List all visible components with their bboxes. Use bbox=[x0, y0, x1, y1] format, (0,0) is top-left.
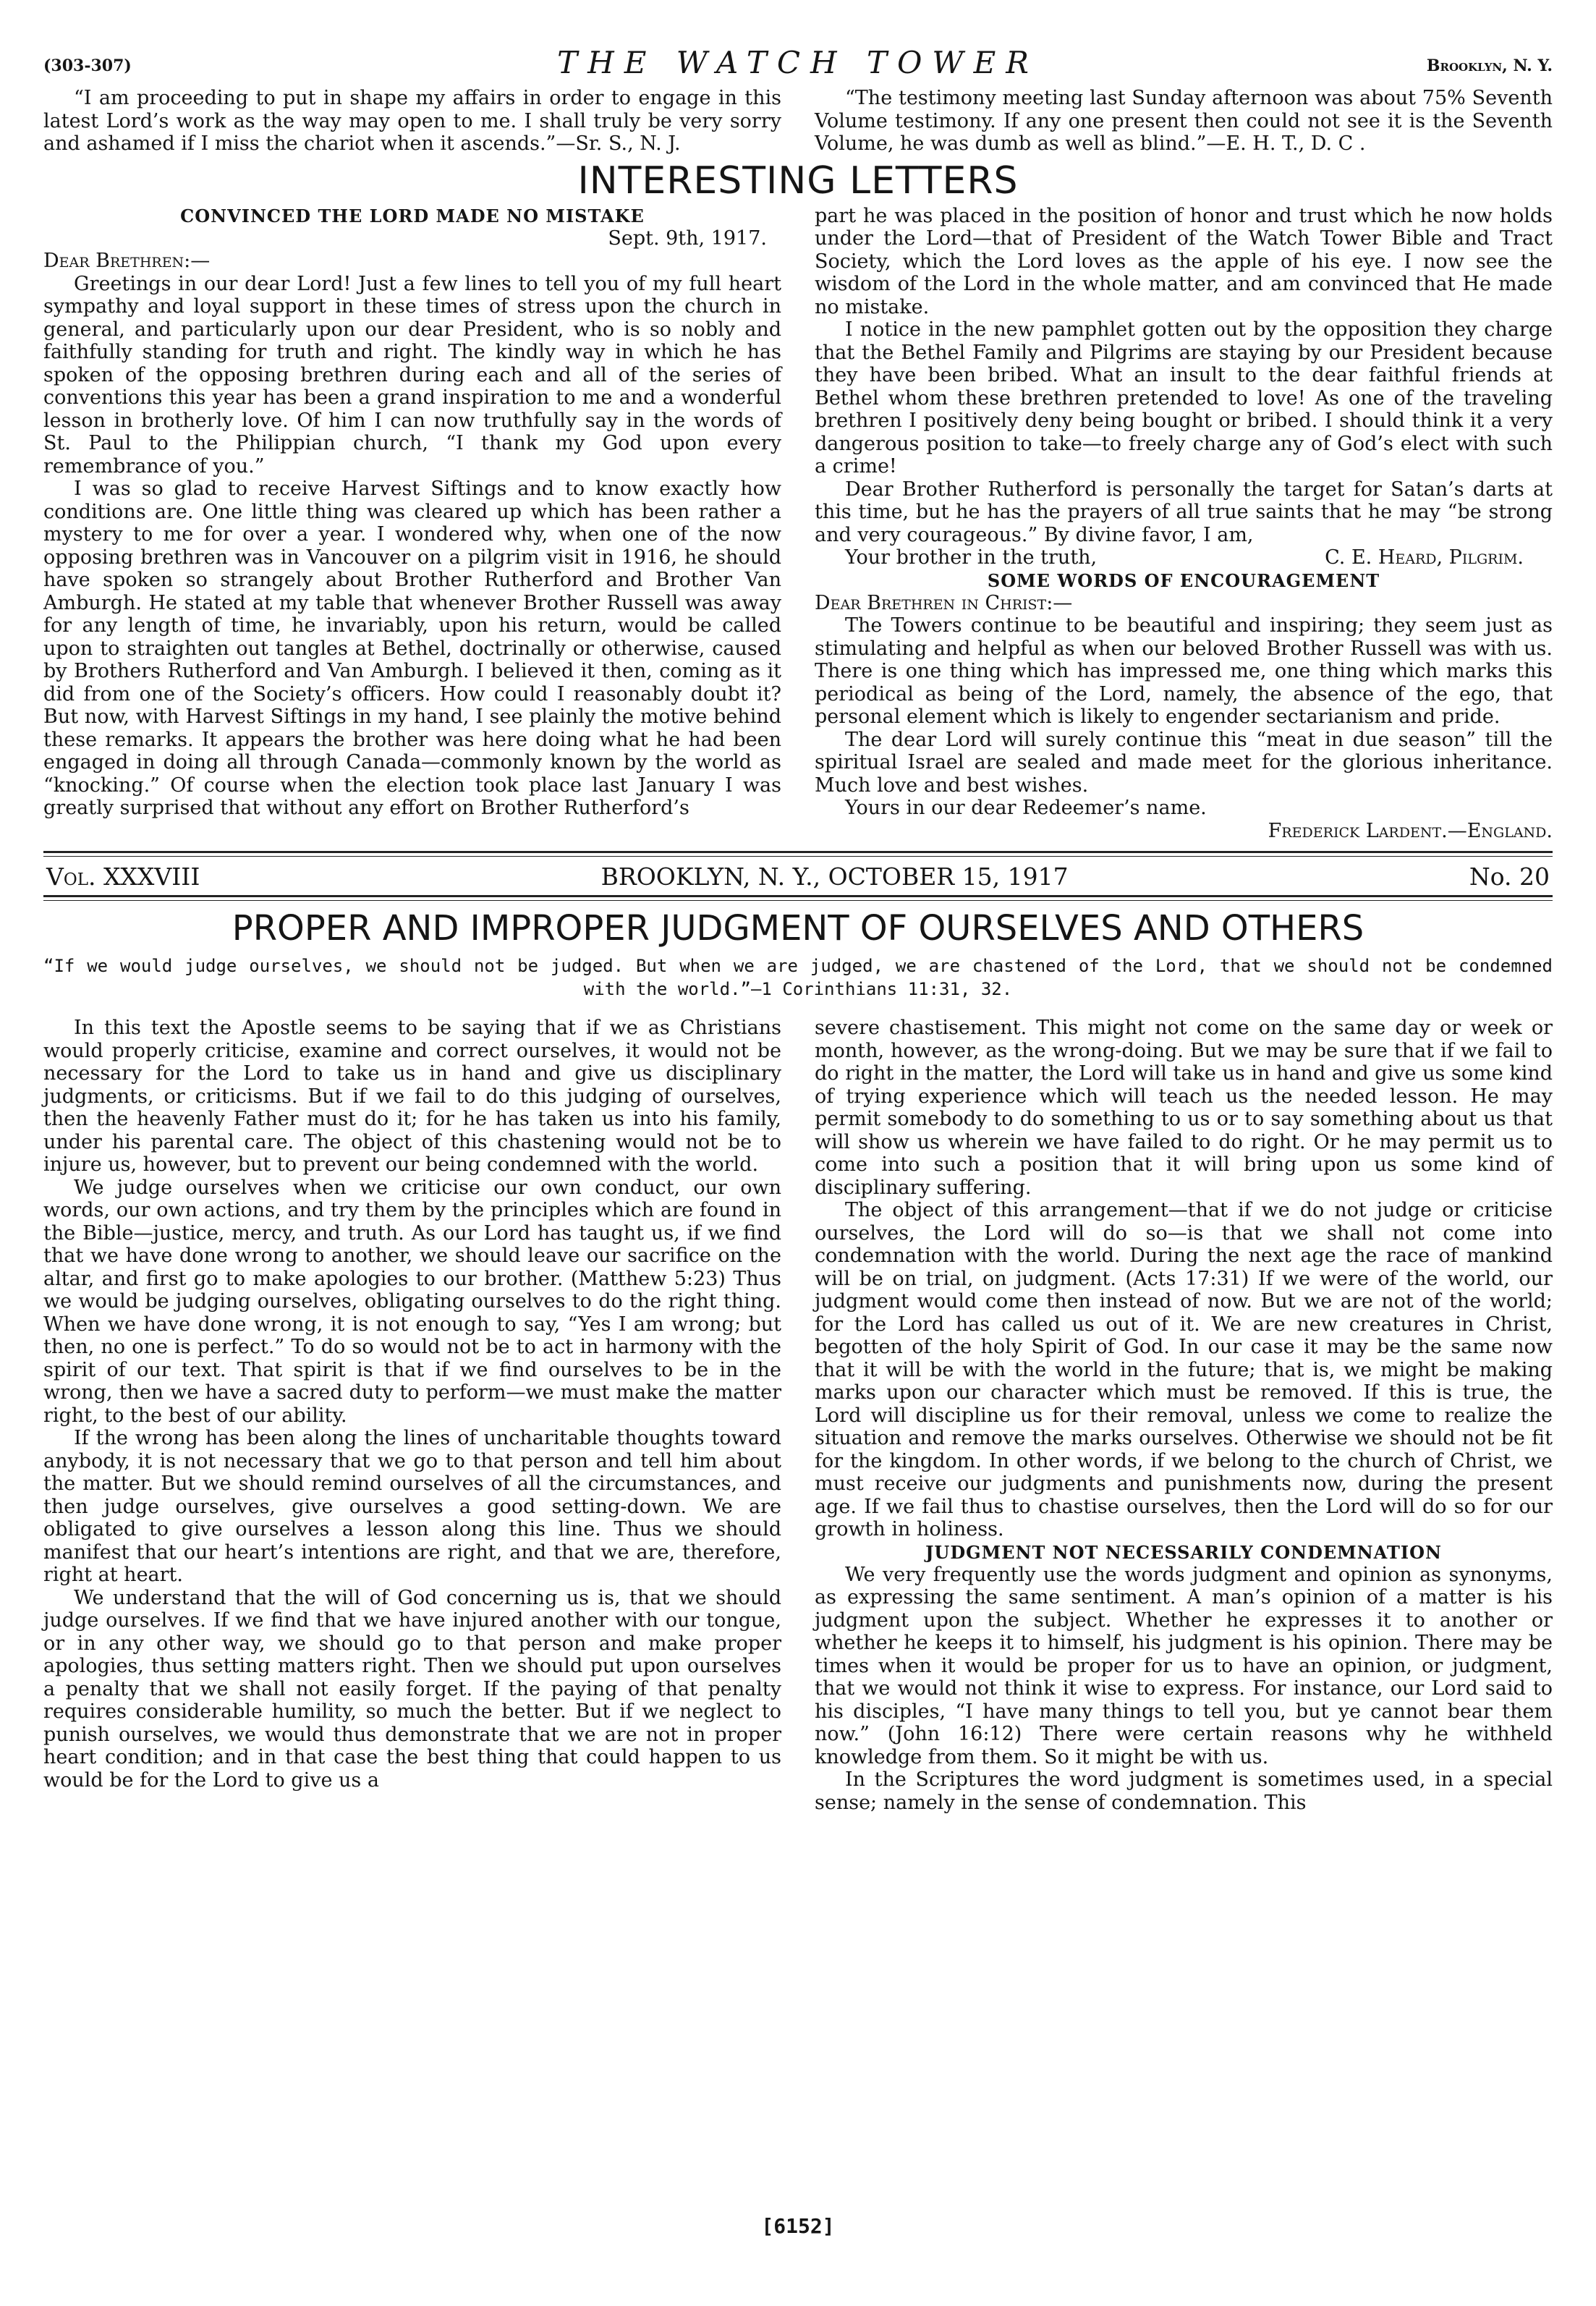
letters-section bbox=[43, 205, 1553, 843]
article-paragraph: severe chastisement. This might not come on the same day or week or month, however, as the wrong-doing. But we may be sure that if we fail to do right in the matter, the Lord will take us in hand and give us some kind of trying experience which will teach us the needed lesson. He may permit somebody to do something to us or to say something about us that will show us wherein we have failed to do right. Or he may permit us to come into such a position that it will bring upon us some kind of disciplinary suffering. bbox=[815, 1017, 1553, 1199]
section-title: INTERESTING LETTERS bbox=[577, 158, 1019, 203]
letter-heading: CONVINCED THE LORD MADE NO MISTAKE bbox=[180, 205, 645, 226]
letter-heading: SOME WORDS OF ENCOURAGEMENT bbox=[987, 569, 1380, 591]
letter-snippet: “I am proceeding to put in shape my affairs in order to engage in this latest Lord’s work as the way may open to me. I shall truly be very sorry and ashamed if I miss the chariot when it ascends.”—Sr. S., N. J. bbox=[43, 87, 781, 155]
issue-line bbox=[43, 862, 1553, 891]
letter-paragraph: part he was placed in the position of honor and trust which he now holds under the Lord—that of President of the Watch Tower Bible and Tract Society, which the Lord loves as the apple of his eye. I now see the wisdom of the Lord in the whole matter, and am convinced that He made no mistake. bbox=[815, 204, 1553, 318]
article-paragraph: We judge ourselves when we criticise our own conduct, our own words, our own actions, and try them by the principles which are found in the Bible—justice, mercy, and truth. As our Lord has taught us, if we find that we have done wrong to another, we should leave our sacrifice on the altar, and first go to make apologies to our brother. (Matthew 5:23) Thus we would be judging ourselves, obligating ourselves to do the right thing. When we have done wrong, it is not enough to say, “Yes I am wrong; but then, no one is perfect.” To do so would not be to act in harmony with the spirit of our text. That spirit is that if we find ourselves to be in the wrong, then we have a sacred duty to perform—we must make the matter right, to the best of our ability. bbox=[43, 1176, 781, 1427]
letter-date: Sept. 9th, 1917. bbox=[608, 226, 767, 250]
letters-left-column bbox=[43, 205, 781, 843]
epigraph-text: “If we would judge ourselves, we should not be judged. But when we are judged, we are chastened of the Lord, that we should not be condemned with the world.”—1 Corinthians 11:31, 32. bbox=[43, 956, 1553, 999]
page-range: (303-307) bbox=[43, 56, 132, 75]
letter-signature-line bbox=[815, 546, 1553, 569]
article-title: PROPER AND IMPROPER JUDGMENT OF OURSELVES AND OTHERS bbox=[232, 908, 1364, 949]
issue-number: No. 20 bbox=[1469, 862, 1550, 891]
article-paragraph: We very frequently use the words judgment and opinion as synonyms, as expressing the same sentiment. A man’s opinion of a matter is his judgment upon the subject. Whether he expresses it to another or whether he keeps it to himself, his judgment is his opinion. There may be times when it would be proper for us to have an opinion, or judgment, that we would not think it wise to express. For instance, our Lord said to his disciples, “I have many things to tell you, but ye cannot bear them now.” (John 16:12) There were certain reasons why he withheld knowledge from them. So it might be with us. bbox=[815, 1563, 1553, 1768]
volume-label: Vol. XXXVIII bbox=[46, 862, 200, 891]
letter-salutation: Dear Brethren:— bbox=[43, 250, 211, 272]
article-paragraph: In the Scriptures the word judgment is sometimes used, in a special sense; namely in the sense of condemnation. This bbox=[815, 1768, 1553, 1814]
letter-paragraph: Dear Brother Rutherford is personally the target for Satan’s darts at this time, but he has the prayers of all true saints that he may “be strong and very courageous.” By divine favor, I am, bbox=[815, 478, 1553, 546]
article-body bbox=[43, 1017, 1553, 1814]
article-subheading: JUDGMENT NOT NECESSARILY CONDEMNATION bbox=[925, 1541, 1442, 1563]
top-left-column bbox=[43, 87, 781, 156]
letter-signature: C. E. Heard, Pilgrim. bbox=[1325, 546, 1524, 569]
letter-signature: Frederick Lardent.—England. bbox=[1268, 819, 1553, 842]
issue-date: BROOKLYN, N. Y., OCTOBER 15, 1917 bbox=[600, 862, 1069, 891]
article-left-column bbox=[43, 1017, 781, 1814]
letter-salutation: Dear Brethren in Christ:— bbox=[815, 591, 1073, 614]
letter-paragraph: The Towers continue to be beautiful and inspiring; they seem just as stimulating and helpful as when our beloved Brother Russell was with us. There is one thing which has impressed me, one thing which marks this periodical as being of the Lord, namely, the absence of the ego, that personal element which is likely to engender sectarianism and pride. bbox=[815, 614, 1553, 728]
divider-rule bbox=[43, 895, 1553, 901]
article-paragraph: If the wrong has been along the lines of uncharitable thoughts toward anybody, it is not necessary that we go to that person and tell him about the matter. But we should remind ourselves of all the circumstances, and then judge ourselves, give ourselves a good setting-down. We are obligated to give ourselves a lesson along this line. Thus we should manifest that our heart’s intentions are right, and that we are, therefore, right at heart. bbox=[43, 1427, 781, 1586]
page-number: [6152] bbox=[761, 2214, 835, 2238]
page bbox=[43, 43, 1553, 1814]
article-paragraph: We understand that the will of God concerning us is, that we should judge ourselves. If we find that we have injured another with our tongue, or in any other way, we should go to that person and make proper apologies, thus setting matters right. Then we should put upon ourselves a penalty that we shall not easily forget. If the paying of that penalty requires considerable humility, so much the better. But if we neglect to punish ourselves, we would thus demonstrate that we are not in proper heart condition; and in that case the best thing that could happen to us would be for the Lord to give us a bbox=[43, 1586, 781, 1792]
article-right-column bbox=[815, 1017, 1553, 1814]
article-paragraph: The object of this arrangement—that if we do not judge or criticise ourselves, the Lord will do so—is that we shall not come into condemnation with the world. During the next age the race of mankind will be on trial, on judgment. (Acts 17:31) If we were of the world, our judgment would come then instead of now. But we are not of the world; for the Lord has called us out of it. We are new creatures in Christ, begotten of the holy Spirit of God. In our case it may be the same now that it will be with the world in the future; that is, we might be making marks upon our character which must be removed. If this is true, the Lord will discipline us for their removal, unless we come to realize the situation and remove the marks ourselves. Otherwise we should not be fit for the kingdom. In other words, if we belong to the church of Christ, we must receive our judgments and punishments now, during the present age. If we fail thus to chastise ourselves, then the Lord will do so for our growth in holiness. bbox=[815, 1199, 1553, 1540]
letter-paragraph: I notice in the new pamphlet gotten out by the opposition they charge that the Bethel Family and Pilgrims are staying by our President because they have been bribed. What an insult to the dear faithful friends at Bethel whom these brethren pretended to love! As one of the traveling brethren I positively deny being bought or bribed. I should think it a very dangerous position to take—to freely charge any of God’s elect with such a crime! bbox=[815, 318, 1553, 478]
place-of-publication: Brooklyn, N. Y. bbox=[1426, 56, 1553, 75]
letter-paragraph: The dear Lord will surely continue this “meat in due season” till the spiritual Israel are sealed and made meet for the glorious inheritance. Much love and best wishes. bbox=[815, 728, 1553, 797]
letter-closing: Your brother in the truth, bbox=[845, 546, 1098, 569]
epigraph bbox=[43, 954, 1553, 1001]
article-paragraph: In this text the Apostle seems to be saying that if we as Christians would properly criticise, examine and correct ourselves, it would not be necessary for the Lord to take us in hand and give us disciplinary judgments, or criticisms. But if we fail to do this judging of ourselves, then the heavenly Father must do it; for he has taken us into his family, under his parental care. The object of this chastening would not be to injure us, however, but to prevent our being condemned with the world. bbox=[43, 1017, 781, 1176]
letter-paragraph: I was so glad to receive Harvest Siftings and to know exactly how conditions are. One little thing was cleared up which has been rather a mystery to me for over a year. I wondered why, when one of the now opposing brethren was in Vancouver on a pilgrim visit in 1916, he should have spoken so strangely about Brother Rutherford and Brother Van Amburgh. He stated at my table that whenever Brother Russell was away for any length of time, he invariably, upon his return, would be called upon to straighten out tangles at Bethel, doctrinally or otherwise, caused by Brothers Rutherford and Van Amburgh. I believed it then, coming as it did from one of the Society’s officers. How could I reasonably doubt it? But now, with Harvest Siftings in my hand, I see plainly the motive behind these remarks. It appears the brother was here doing what he had been engaged in doing all through Canada—commonly known by the world as “knocking.” Of course when the election took place last January I was greatly surprised that without any effort on Brother Rutherford’s bbox=[43, 478, 781, 819]
letter-snippet: “The testimony meeting last Sunday afternoon was about 75% Seventh Volume testimony. If any one present then could not see it is the Seventh Volume, he was dumb as well as blind.”—E. H. T., D. C . bbox=[815, 87, 1553, 155]
divider-rule bbox=[43, 851, 1553, 857]
top-snippets bbox=[43, 87, 1553, 156]
letters-right-column bbox=[815, 205, 1553, 843]
top-right-column bbox=[815, 87, 1553, 156]
journal-title: THE WATCH TOWER bbox=[557, 45, 1039, 80]
letter-closing: Yours in our dear Redeemer’s name. bbox=[845, 797, 1207, 819]
letter-paragraph: Greetings in our dear Lord! Just a few lines to tell you of my full heart sympathy and loyal support in these times of stress upon the church in general, and particularly upon our dear President, who is so nobly and faithfully standing for truth and right. The kindly way in which he has spoken of the opposing brethren during each and all of the series of conventions this year has been a grand inspiration to me and a wonderful lesson in brotherly love. Of him I can now truthfully say in the words of St. Paul to the Philippian church, “I thank my God upon every remembrance of you.” bbox=[43, 272, 781, 478]
running-head bbox=[43, 43, 1553, 87]
